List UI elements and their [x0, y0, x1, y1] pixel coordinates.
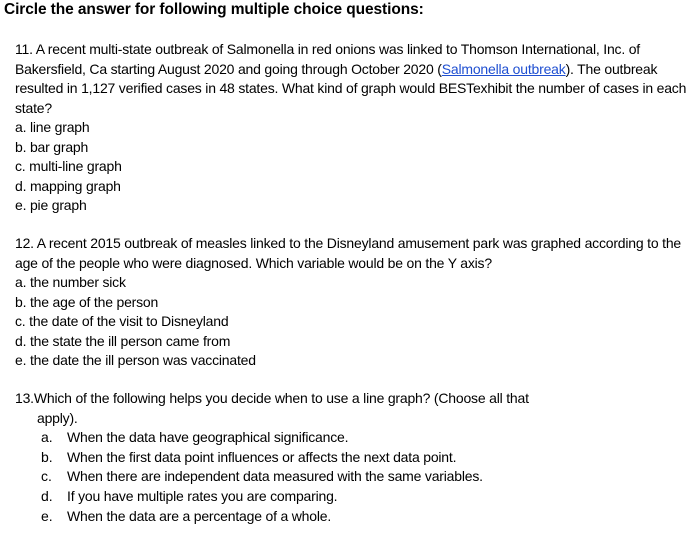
question-11-option-a[interactable]: a. line graph [15, 119, 90, 135]
question-13-option-a[interactable]: When the data have geographical significance. [67, 429, 349, 446]
question-13-option-d[interactable]: If you have multiple rates you are comparing. [67, 488, 338, 504]
question-13-option-b[interactable]: When the first data point influences or affects the next data point. [67, 448, 457, 465]
question-11-option-e[interactable]: e. pie graph [15, 197, 87, 214]
question-11-option-d[interactable]: d. mapping graph [15, 177, 121, 194]
question-13-option-b-letter: b. [41, 448, 53, 465]
question-13-option-c[interactable]: When there are independent data measured with the same variables. [67, 468, 483, 485]
question-13-option-c-letter: c. [41, 468, 52, 485]
question-12-option-a[interactable]: a. the number sick [15, 274, 126, 290]
question-13-text-line2: apply). [37, 409, 78, 426]
question-13-option-e-letter: e. [41, 507, 53, 524]
question-13-option-a-letter: a. [41, 429, 53, 446]
question-12-option-c[interactable]: c. the date of the visit to Disneyland [15, 313, 229, 330]
instructions-heading: Circle the answer for following multiple choice questions: [4, 1, 424, 18]
question-12-text: 12. A recent 2015 outbreak of measles linked to the Disneyland amusement park was graphed according to the age of the people who were diagnosed. Which variable would be on the Y axis? [15, 235, 681, 271]
question-13-option-e[interactable]: When the data are a percentage of a whole. [67, 507, 332, 524]
question-11-text-part2: ). The outbreak resulted in 1,127 verified cases in 48 states. What kind of graph would BESTexhibit the number of cases in each state? [15, 60, 687, 116]
question-12-option-d[interactable]: d. the state the ill person came from [15, 332, 231, 349]
question-11-text-part1: 11. A recent multi-state outbreak of Salmonella in red onions was linked to Thomson International, Inc. of Bakersfield, Ca starting August 2020 and going through October 2020 ( [15, 41, 640, 77]
salmonella-outbreak-link[interactable]: Salmonella outbreak [441, 60, 566, 77]
question-13-option-d-letter: d. [41, 488, 53, 504]
question-11-option-b[interactable]: b. bar graph [15, 138, 89, 155]
question-13-text-line1: 13.Which of the following helps you decide when to use a line graph? (Choose all that [15, 390, 529, 406]
question-11-option-c[interactable]: c. multi-line graph [15, 158, 122, 175]
question-12-option-b[interactable]: b. the age of the person [15, 293, 159, 310]
question-12-option-e[interactable]: e. the date the ill person was vaccinated [15, 352, 256, 369]
question-11-text [15, 40, 695, 118]
